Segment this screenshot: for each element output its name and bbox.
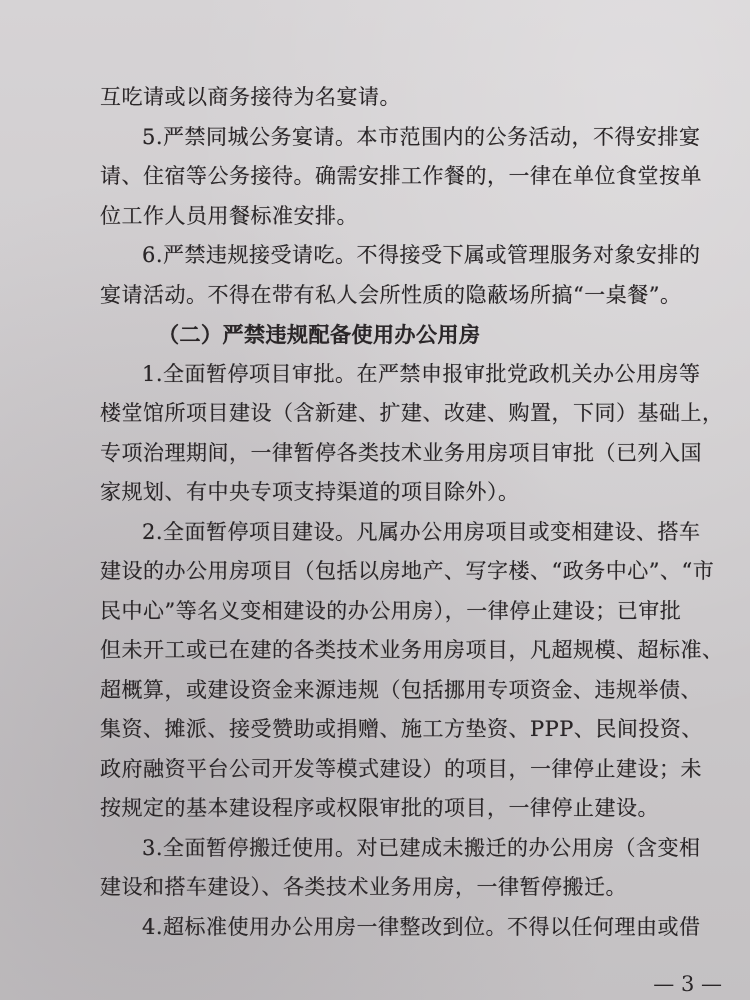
text-line: 民中心”等名义变相建设的办公用房），一律停止建设；已审批 (100, 598, 682, 623)
paragraph-item-1-line: 1.全面暂停项目审批。在严禁申报审批党政机关办公用房等 (142, 361, 701, 386)
text-line: 建设和搭车建设）、各类技术业务用房，一律暂停搬迁。 (100, 875, 627, 899)
text-line: 位工作人员用餐标准安排。 (100, 203, 358, 228)
text-line: 互吃请或以商务接待为名宴请。 (100, 85, 401, 109)
text-line: 专项治理期间，一律暂停各类技术业务用房项目审批（已列入国 (100, 440, 702, 465)
text-line: 请、住宿等公务接待。确需安排工作餐的，一律在单位食堂按单 (100, 164, 702, 188)
text-line: 集资、摊派、接受赞助或捐赠、施工方垫资、PPP、民间投资、 (100, 717, 703, 741)
paragraph-item-5-line: 5.严禁同城公务宴请。本市范围内的公务活动，不得安排宴 (142, 124, 701, 149)
paragraph-item-6-line: 6.严禁违规接受请吃。不得接受下属或管理服务对象安排的 (142, 243, 701, 267)
page-number: — 3 — (653, 972, 722, 996)
paragraph-item-2-line: 2.全面暂停项目建设。凡属办公用房项目或变相建设、搭车 (142, 519, 701, 544)
paragraph-item-3-line: 3.全面暂停搬迁使用。对已建成未搬迁的办公用房（含变相 (142, 835, 701, 860)
text-line: 但未开工或已在建的各类技术业务用房项目，凡超规模、超标准、 (100, 638, 724, 662)
text-line: 超概算，或建设资金来源违规（包括挪用专项资金、违规举债、 (100, 677, 702, 702)
text-line: 楼堂馆所项目建设（含新建、扩建、改建、购置，下同）基础上， (100, 401, 724, 425)
text-line: 家规划、有中央专项支持渠道的项目除外）。 (100, 480, 520, 504)
text-line: 宴请活动。不得在带有私人会所性质的隐蔽场所搞“一桌餐”。 (100, 282, 682, 307)
section-heading: （二）严禁违规配备使用办公用房 (158, 322, 481, 347)
document-body (100, 78, 740, 947)
paragraph-item-4-line: 4.超标准使用办公用房一律整改到位。不得以任何理由或借 (142, 914, 701, 939)
text-line: 按规定的基本建设程序或权限审批的项目，一律停止建设。 (100, 796, 659, 820)
text-line: 建设的办公用房项目（包括以房地产、写字楼、“政务中心”、“市 (100, 559, 715, 583)
text-line: 政府融资平台公司开发等模式建设）的项目，一律停止建设；未 (100, 756, 702, 781)
